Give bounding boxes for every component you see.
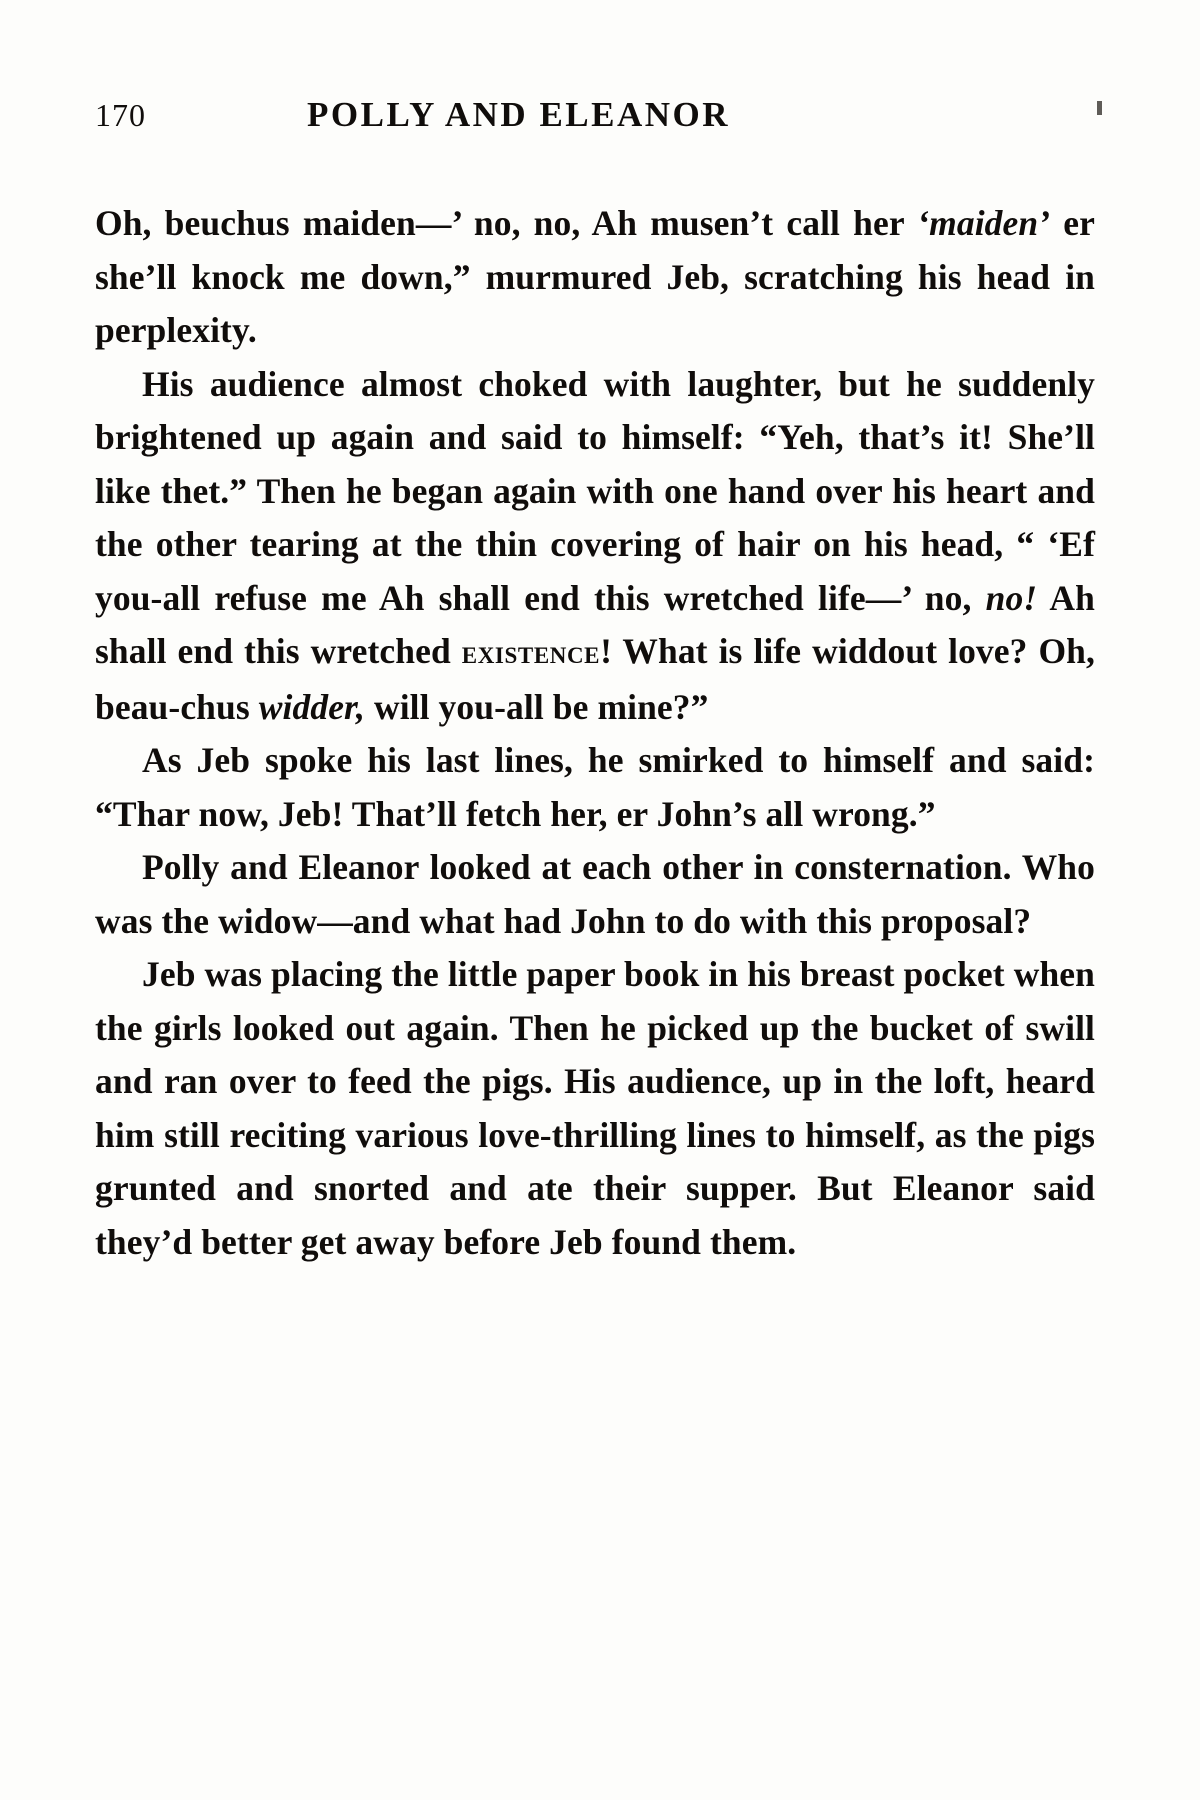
page-content-area xyxy=(95,95,1105,1705)
emphasis-text: ‘maiden’ xyxy=(917,203,1051,243)
text-run: Polly and Eleanor looked at each other in consternation. Who was the widow—and what had John to do with this proposal? xyxy=(95,847,1095,941)
emphasis-text: widder, xyxy=(258,686,365,727)
page-number: 170 xyxy=(95,97,146,133)
text-run: Oh, beuchus maiden—’ no, no, Ah musen’t call her xyxy=(95,203,918,243)
margin-mark-icon xyxy=(1097,101,1102,115)
paragraph xyxy=(95,734,1095,841)
text-run: Jeb was placing the little paper book in his breast pocket when the girls looked out again. Then he picked up the bucket of swill and ran over to feed the pigs. His audience, up in the loft, heard him still reciting various love-thrilling lines to himself, as the pigs grunted and snorted and ate their supper. But Eleanor said they’d better get away before Jeb found them. xyxy=(95,954,1095,1262)
text-run: As Jeb spoke his last lines, he smirked to himself and said: “Thar now, Jeb! That’ll fetch her, er John’s all wrong.” xyxy=(95,740,1095,834)
paragraph xyxy=(95,358,1095,735)
paragraph xyxy=(95,948,1095,1269)
text-run: Ah shall end this wretched xyxy=(95,577,1095,671)
text-run: ! What is life widdout love? Oh, beau-chus xyxy=(95,631,1095,727)
paragraph xyxy=(95,197,1095,358)
text-run: er she’ll knock me down,” murmured Jeb, scratching his head in perplexity. xyxy=(95,203,1095,350)
paragraph xyxy=(95,841,1095,948)
body-text xyxy=(95,197,1095,1269)
text-run: will you-all be mine?” xyxy=(364,686,709,727)
running-head-title: POLLY AND ELEANOR xyxy=(307,95,731,134)
text-run: His audience almost choked with laughter, but he suddenly brightened up again and said to himself: “Yeh, that’s it! She’ll like thet.” Then he began again with one hand over his heart and the other tearing at the thin covering of hair on his head, “ ‘Ef you-all refuse me Ah shall end this wretched life—’ no, xyxy=(95,363,1095,618)
page-header xyxy=(95,95,1105,165)
emphasis-text: no! xyxy=(985,577,1038,618)
small-caps-text: existence xyxy=(461,635,601,671)
